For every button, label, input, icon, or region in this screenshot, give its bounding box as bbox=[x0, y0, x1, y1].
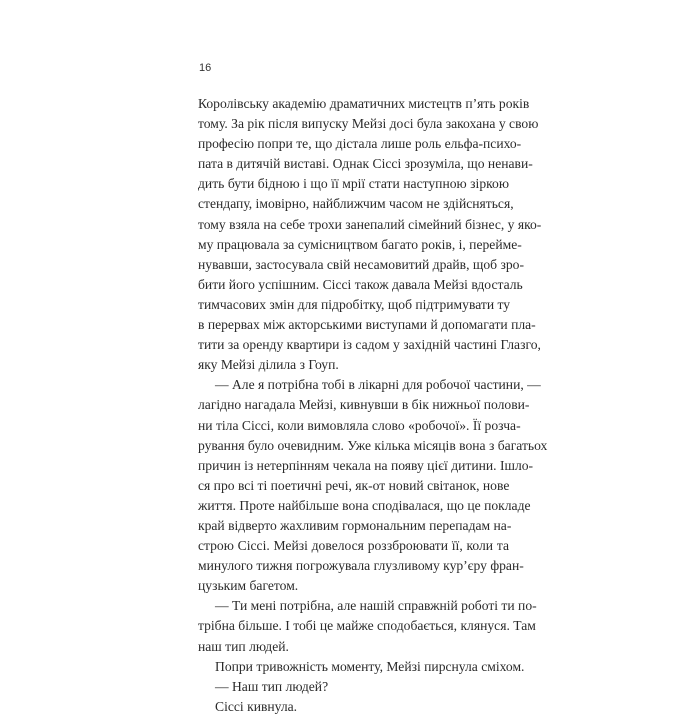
text-line: тити за оренду квартири із садом у західній частині Глазго, bbox=[198, 337, 541, 353]
text-line: — Але я потрібна тобі в лікарні для робочої частини, — bbox=[215, 377, 541, 393]
text-line: му працювала за сумісництвом багато років, і, переймe- bbox=[198, 236, 522, 252]
text-line: Попри тривожність моменту, Мейзі пирснула сміхом. bbox=[215, 658, 525, 674]
text-line: ни тіла Сіссі, коли вимовляла слово «робочої». Її розча- bbox=[198, 417, 521, 433]
text-line: ся про всі ті поетичні речі, як-от новий світанок, нове bbox=[198, 477, 510, 493]
page-number: 16 bbox=[199, 62, 212, 74]
text-line: тимчасових змін для підробітку, щоб підтримувати ту bbox=[198, 296, 511, 312]
text-line: рування було очевидним. Уже кілька місяців вона з багатьох bbox=[198, 437, 548, 453]
text-line: пата в дитячій виставі. Однак Сіссі зрозуміла, що ненави- bbox=[198, 156, 533, 172]
text-line: тому взяла на себе трохи занепалий сімейний бізнес, у яко- bbox=[198, 216, 542, 232]
body-text bbox=[198, 94, 548, 717]
text-line: стендапу, імовірно, найближчим часом не здійсняться, bbox=[198, 196, 514, 212]
text-line: в перервах між акторськими виступами й допомагати пла- bbox=[198, 317, 536, 333]
text-line: тому. За рік після випуску Мейзі досі була закохана у свою bbox=[198, 116, 539, 132]
text-line: життя. Проте найбільше вона сподівалася, що це покладе bbox=[198, 497, 531, 513]
text-line: лагідно нагадала Мейзі, кивнувши в бік нижньої полови- bbox=[198, 397, 530, 413]
text-line: трібна більше. І тобі це майже сподобається, клянуся. Там bbox=[198, 618, 536, 634]
text-line: строю Сіссі. Мейзі довелося роззброювати її, коли та bbox=[198, 538, 509, 554]
text-line: нувавши, застосувала свій несамовитий драйв, щоб зро- bbox=[198, 256, 524, 272]
text-line: професію попри те, що дістала лише роль ельфа-психо- bbox=[198, 136, 522, 152]
text-line: цузьким багетом. bbox=[198, 578, 299, 594]
text-line: дить бути бідною і що її мрії стати наступною зіркою bbox=[198, 176, 509, 192]
text-line: яку Мейзі ділила з Гоуп. bbox=[198, 357, 339, 373]
text-line: наш тип людей. bbox=[198, 638, 289, 654]
text-line: край відверто жахливим гормональним перепадам на- bbox=[198, 517, 512, 533]
text-line: Королівську академію драматичних мистецтв п’ять років bbox=[198, 96, 530, 111]
text-line: причин із нетерпінням чекала на появу цієї дитини. Ішло- bbox=[198, 457, 534, 473]
text-line: бити його успішним. Сіссі також давала Мейзі вдосталь bbox=[198, 276, 523, 292]
text-line: — Наш тип людей? bbox=[215, 678, 329, 694]
text-line: — Ти мені потрібна, але нашій справжній роботі ти по- bbox=[215, 598, 537, 614]
text-line: Сіссі кивнула. bbox=[215, 698, 298, 714]
text-line: минулого тижня погрожувала глузливому кур’єру фран- bbox=[198, 558, 524, 574]
